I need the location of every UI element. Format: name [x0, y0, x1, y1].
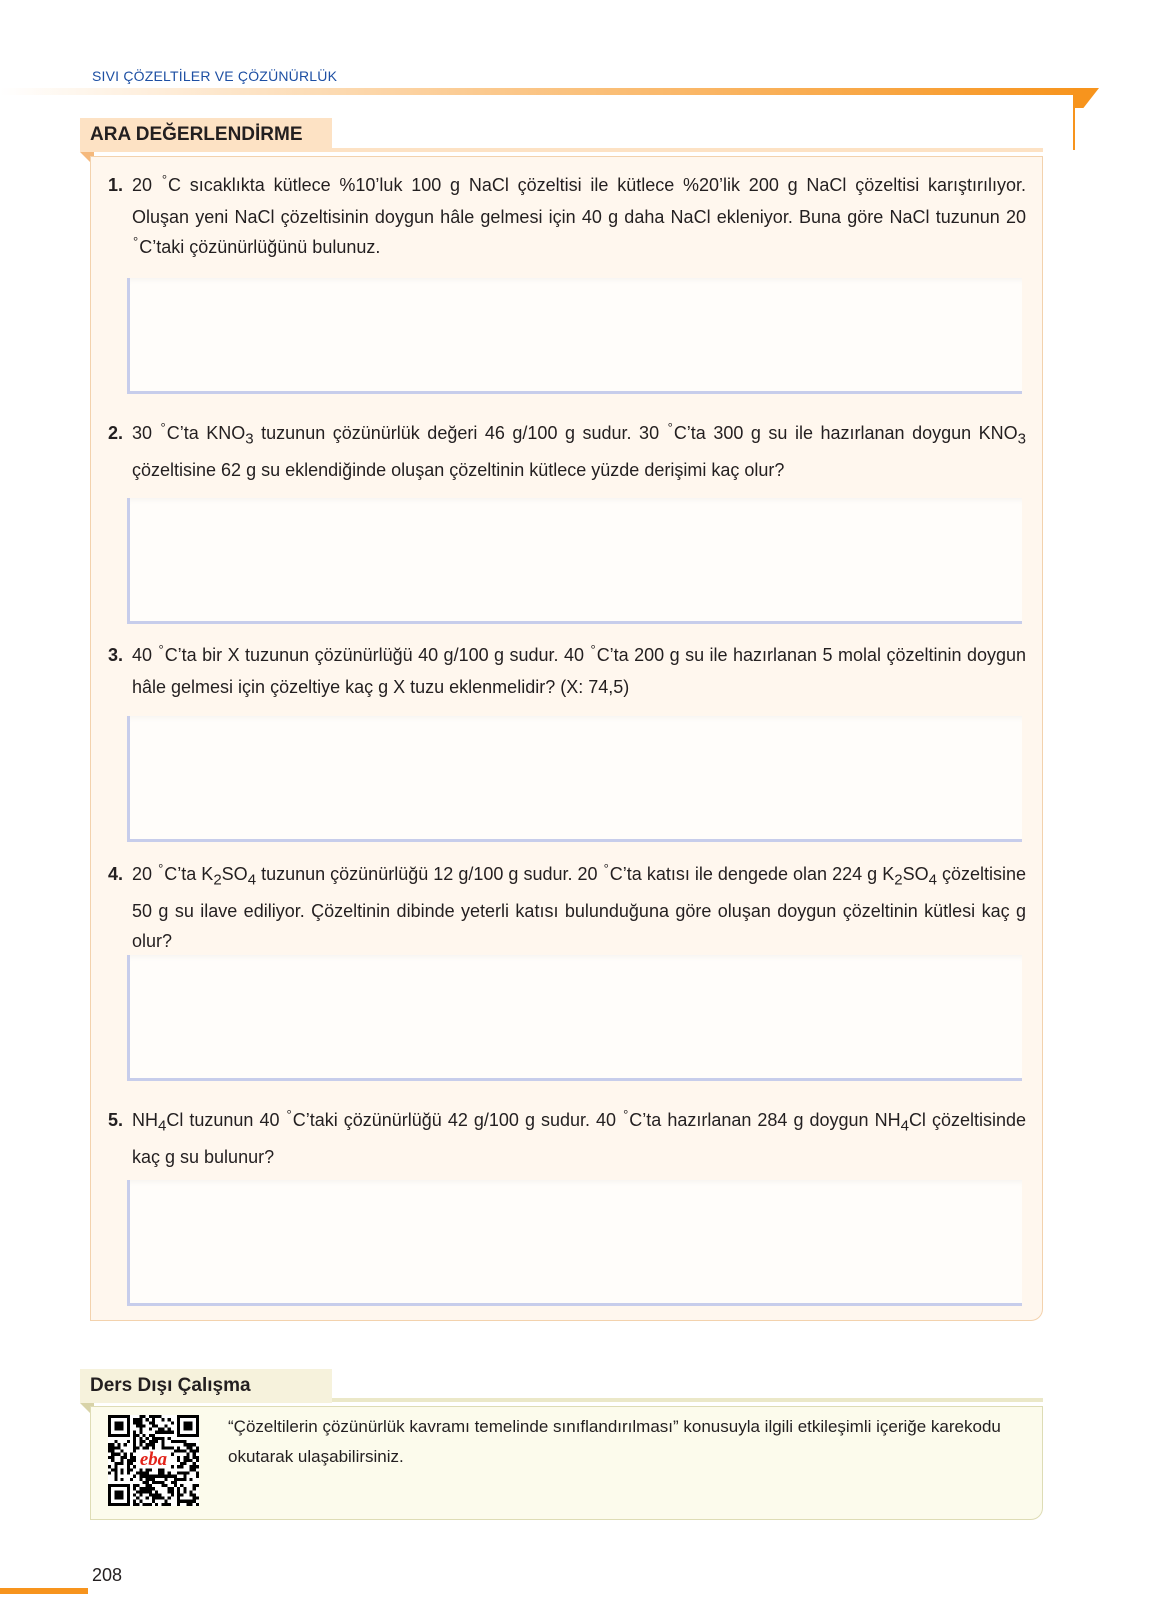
question-number: 5.	[108, 1110, 124, 1130]
question-text: 20 °C’ta $K_2SO_4$ tuzunun çözünürlüğü 12 g/100 g sudur. 20 °C’ta katısı ile dengede olan 224 g $K_2SO_4$ çözeltisine 50 g su ilave ediliyor. Çözeltinin dibinde yeterli katısı bulunduğuna göre oluşan doygun çözeltinin kütlesi kaç g olur?	[132, 861, 1026, 951]
header-vertical-line	[1073, 95, 1075, 150]
question-number: 4.	[108, 864, 124, 884]
question-number: 3.	[108, 645, 124, 665]
header-rule	[0, 88, 1083, 95]
answer-box-4[interactable]	[127, 955, 1022, 1081]
question-number: 1.	[108, 175, 124, 195]
qr-code-icon[interactable]	[108, 1415, 199, 1506]
panel-top-line	[332, 148, 1043, 152]
panel-top-line	[332, 1398, 1043, 1402]
evaluation-title: ARA DEĞERLENDİRME	[80, 118, 332, 152]
answer-box-2[interactable]	[127, 498, 1022, 624]
question-text: 30 °C’ta $KNO_3$ tuzunun çözünürlük değeri 46 g/100 g sudur. 30 °C’ta 300 g su ile hazırlanan doygun $KNO_3$ çözeltisine 62 g su eklendiğinde oluşan çözeltinin kütlece yüzde derişimi kaç olur?	[132, 420, 1026, 480]
extra-study-title: Ders Dışı Çalışma	[80, 1369, 332, 1403]
answer-box-3[interactable]	[127, 716, 1022, 842]
question-text: 20 °C sıcaklıkta kütlece %10’luk 100 g NaCl çözeltisi ile kütlece %20’lik 200 g NaCl çözeltisi karıştırılıyor. Oluşan yeni NaCl çözeltisinin doygun hâle gelmesi için 40 g daha NaCl ekleniyor. Buna göre NaCl tuzunun 20 °C’taki çözünürlüğünü bulunuz.	[132, 172, 1027, 257]
header-corner-tab	[1073, 88, 1099, 108]
question-text: 40 °C’ta bir X tuzunun çözünürlüğü 40 g/100 g sudur. 40 °C’ta 200 g su ile hazırlanan 5 molal çözeltinin doygun hâle gelmesi için çözeltiye kaç g X tuzu eklenmelidir? (X: 74,5)	[132, 642, 1026, 697]
question-text: $NH_4Cl$ tuzunun 40 °C’taki çözünürlüğü 42 g/100 g sudur. 40 °C’ta hazırlanan 284 g doygun $NH_4Cl$ çözeltisinde kaç g su bulunur?	[132, 1107, 1027, 1167]
question-1	[108, 170, 1026, 264]
page-number: 208	[92, 1565, 123, 1585]
question-number: 2.	[108, 423, 124, 443]
question-4	[108, 859, 1026, 956]
footer-bar	[0, 1588, 88, 1594]
running-header: SIVI ÇÖZELTİLER VE ÇÖZÜNÜRLÜK	[92, 68, 338, 84]
question-2	[108, 418, 1026, 485]
question-3	[108, 640, 1026, 702]
eba-logo: eba	[139, 1449, 168, 1471]
answer-box-5[interactable]	[127, 1180, 1022, 1306]
answer-box-1[interactable]	[127, 278, 1022, 394]
question-5	[108, 1105, 1026, 1172]
extra-study-text: “Çözeltilerin çözünürlük kavramı temelinde sınıflandırılması” konusuyla ilgili etkileşimli içeriğe karekodu okutarak ulaşabilirsiniz.	[228, 1417, 1001, 1466]
